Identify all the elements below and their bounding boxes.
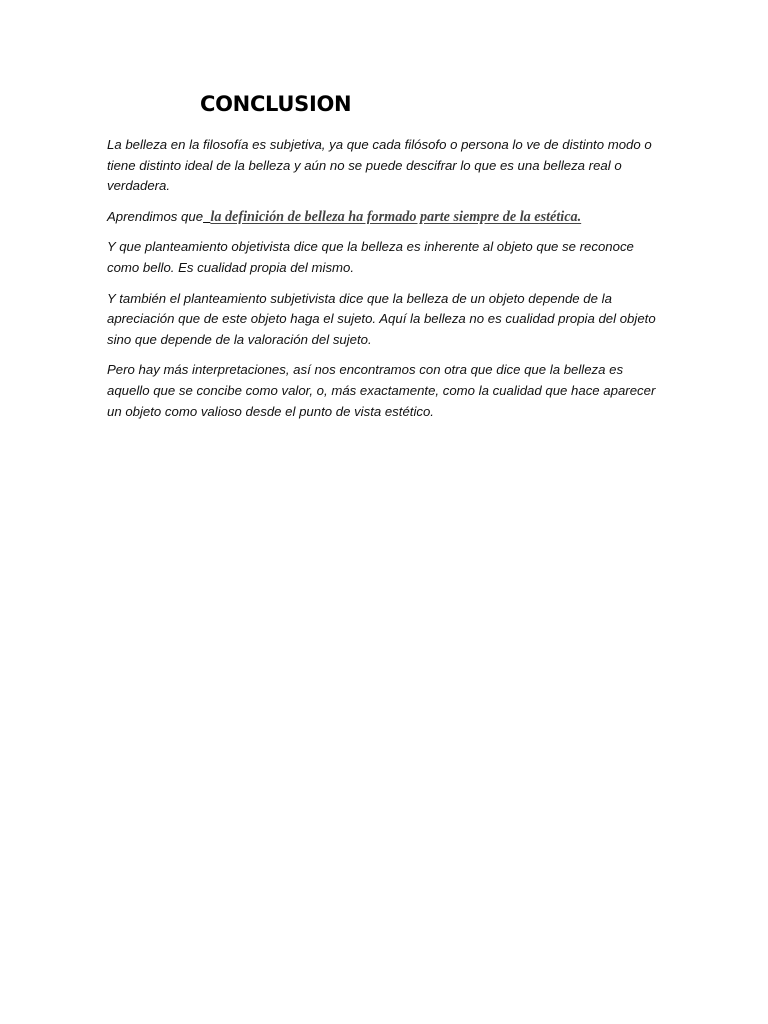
paragraph-4: Y también el planteamiento subjetivista dice que la belleza de un objeto depende de la apreciación que de este objeto haga el sujeto. Aquí la belleza no es cualidad propia del objeto sino que depende de la valoración del sujeto. [107, 290, 656, 347]
paragraph-2-lead: Aprendimos que [107, 208, 204, 224]
paragraph-1: La belleza en la filosofía es subjetiva, ya que cada filósofo o persona lo ve de distinto modo o tiene distinto ideal de la belleza y aún no se puede descifrar lo que es una belleza real o verdadera. [107, 137, 652, 194]
document-body [107, 135, 667, 432]
paragraph-2-highlight: la definición de belleza ha formado parte siempre de la estética. [210, 208, 582, 225]
page-title: CONCLUSION [200, 92, 352, 116]
paragraph-2 [107, 207, 667, 228]
paragraph-3: Y que planteamiento objetivista dice que la belleza es inherente al objeto que se reconoce como bello. Es cualidad propia del mismo. [107, 239, 634, 275]
paragraph-5: Pero hay más interpretaciones, así nos encontramos con otra que dice que la belleza es aquello que se concibe como valor, o, más exactamente, como la cualidad que hace aparecer un objeto como valioso desde el punto de vista estético. [107, 362, 656, 419]
